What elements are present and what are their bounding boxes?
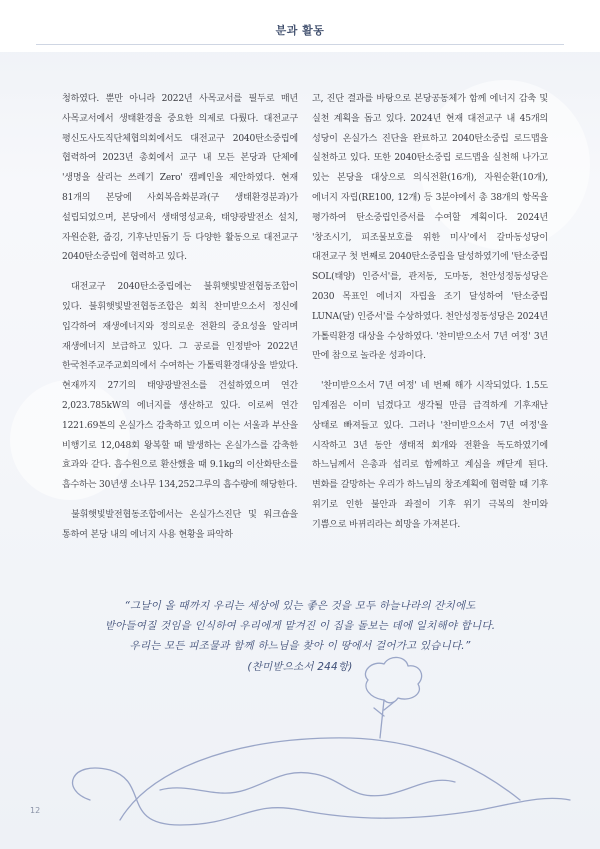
body-paragraph: 불휘햇빛발전협동조합에서는 온실가스진단 및 워크숍을 통하여 본당 내의 에너지 사용 현황을 파악하 [62,509,298,540]
scripture-quote [60,596,540,677]
header-divider [36,44,564,45]
body-paragraph: 대전교구 2040탄소중립에는 불휘햇빛발전협동조합이 있다. 불휘햇빛발전협동조합은 회칙 찬미받으소서 정신에 입각하여 재생에너지와 정의로운 전환의 중요성을 알리며 재생에너지 보급하고 있다. 그 공로를 인정받아 2022년 한국천주교주교회의에서 수여하는 가톨릭환경대상을 받았다. 현재까지 27기의 태양광발전소를 건설하였으며 연간 2,023.785kW의 에너지를 생산하고 있다. 이로써 연간 1221.69톤의 온실가스 감축하고 있으며 이는 서울과 부산을 비행기로 12,048회 왕복할 때 발생하는 온실가스를 감축한 효과와 같다. 흡수원으로 환산했을 때 9.1kg의 이산화탄소를 흡수하는 30년생 소나무 134,252그루의 흡수량에 해당한다. [62,282,298,491]
right-text-column [312,90,548,546]
quote-line: 받아들여질 것임을 인식하여 우리에게 맡겨진 이 집을 돌보는 데에 일치해야 합니다. [104,620,496,632]
page-header [0,0,600,52]
left-text-column [62,90,298,556]
quote-line: “그날이 올 때까지 우리는 세상에 있는 좋은 것을 모두 하늘나라의 잔치에도 [124,600,476,612]
section-title: 분과 활동 [275,24,325,37]
page-number: 12 [30,806,41,815]
quote-line: 우리는 모든 피조물과 함께 하느님을 찾아 이 땅에서 걸어가고 있습니다.” [129,640,471,652]
body-paragraph: 고, 진단 결과를 바탕으로 본당공동체가 함께 에너지 감축 및 실천 계획을 돕고 있다. 2024년 현재 대전교구 내 45개의 성당이 온실가스 진단을 완료하고 2040탄소중립 로드맵을 실천하고 있다. 또한 2040탄소중립 로드맵을 실천해 나가고 있는 본당을 대상으로 의식전환(16개), 자원순환(10개), 에너지 자립(RE100, 12개) 등 3분야에서 총 38개의 항목을 평가하여 탄소중립인증서를 수여할 계획이다. 2024년 '창조시기, 피조물보호를 위한 미사'에서 갈마동성당이 대전교구 첫 번째로 2040탄소중립을 달성하였기에 '탄소중립 SOL(태양) 인증서'를, 관저동, 도마동, 천안성정동성당은 2030 목표인 에너지 자립을 조기 달성하여 '탄소중립 LUNA(달) 인증서'를 수상하였다. 천안성정동성당은 2024년 가톨릭환경 대상을 수상하였다. '찬미받으소서 7년 여정' 3년 만에 참으로 놀라운 성과이다. [312,94,548,362]
body-paragraph: '찬미받으소서 7년 여정' 네 번째 해가 시작되었다. 1.5도 임계점은 이미 넘겼다고 생각될 만큼 급격하게 기후재난 상태로 빠져들고 있다. 그러나 '찬미받으소서 7년 여정'을 시작하고 3년 동안 생태적 회개와 전환을 독도하였기에 하느님께서 은총과 섭리로 함께하고 계심을 깨닫게 된다. 변화를 갈망하는 우리가 하느님의 창조계획에 협력할 때 기후 위기로 인한 불안과 좌절이 기후 위기 극복의 찬미와 기쁨으로 바뀌리라는 희망을 가져본다. [312,381,548,530]
quote-source: (찬미받으소서 244항) [247,661,353,673]
earth-tree-line-illustration [0,650,600,849]
body-paragraph: 청하였다. 뿐만 아니라 2022년 사목교서를 필두로 매년 사목교서에서 생태환경을 중요한 의제로 다뤘다. 대전교구 평신도사도직단체협의회에서도 대전교구 2040탄소중립에 협력하여 2023년 총회에서 교구 내 모든 본당과 단체에 '생명을 살리는 쓰레기 Zero' 캠페인을 제안하였다. 현재 81개의 본당에 사회복음화분과(구 생태환경분과)가 설립되었으며, 본당에서 생태영성교육, 태양광발전소 설치, 자원순환, 줍깅, 기후난민돕기 등 다양한 활동으로 대전교구 2040탄소중립에 협력하고 있다. [62,94,298,263]
